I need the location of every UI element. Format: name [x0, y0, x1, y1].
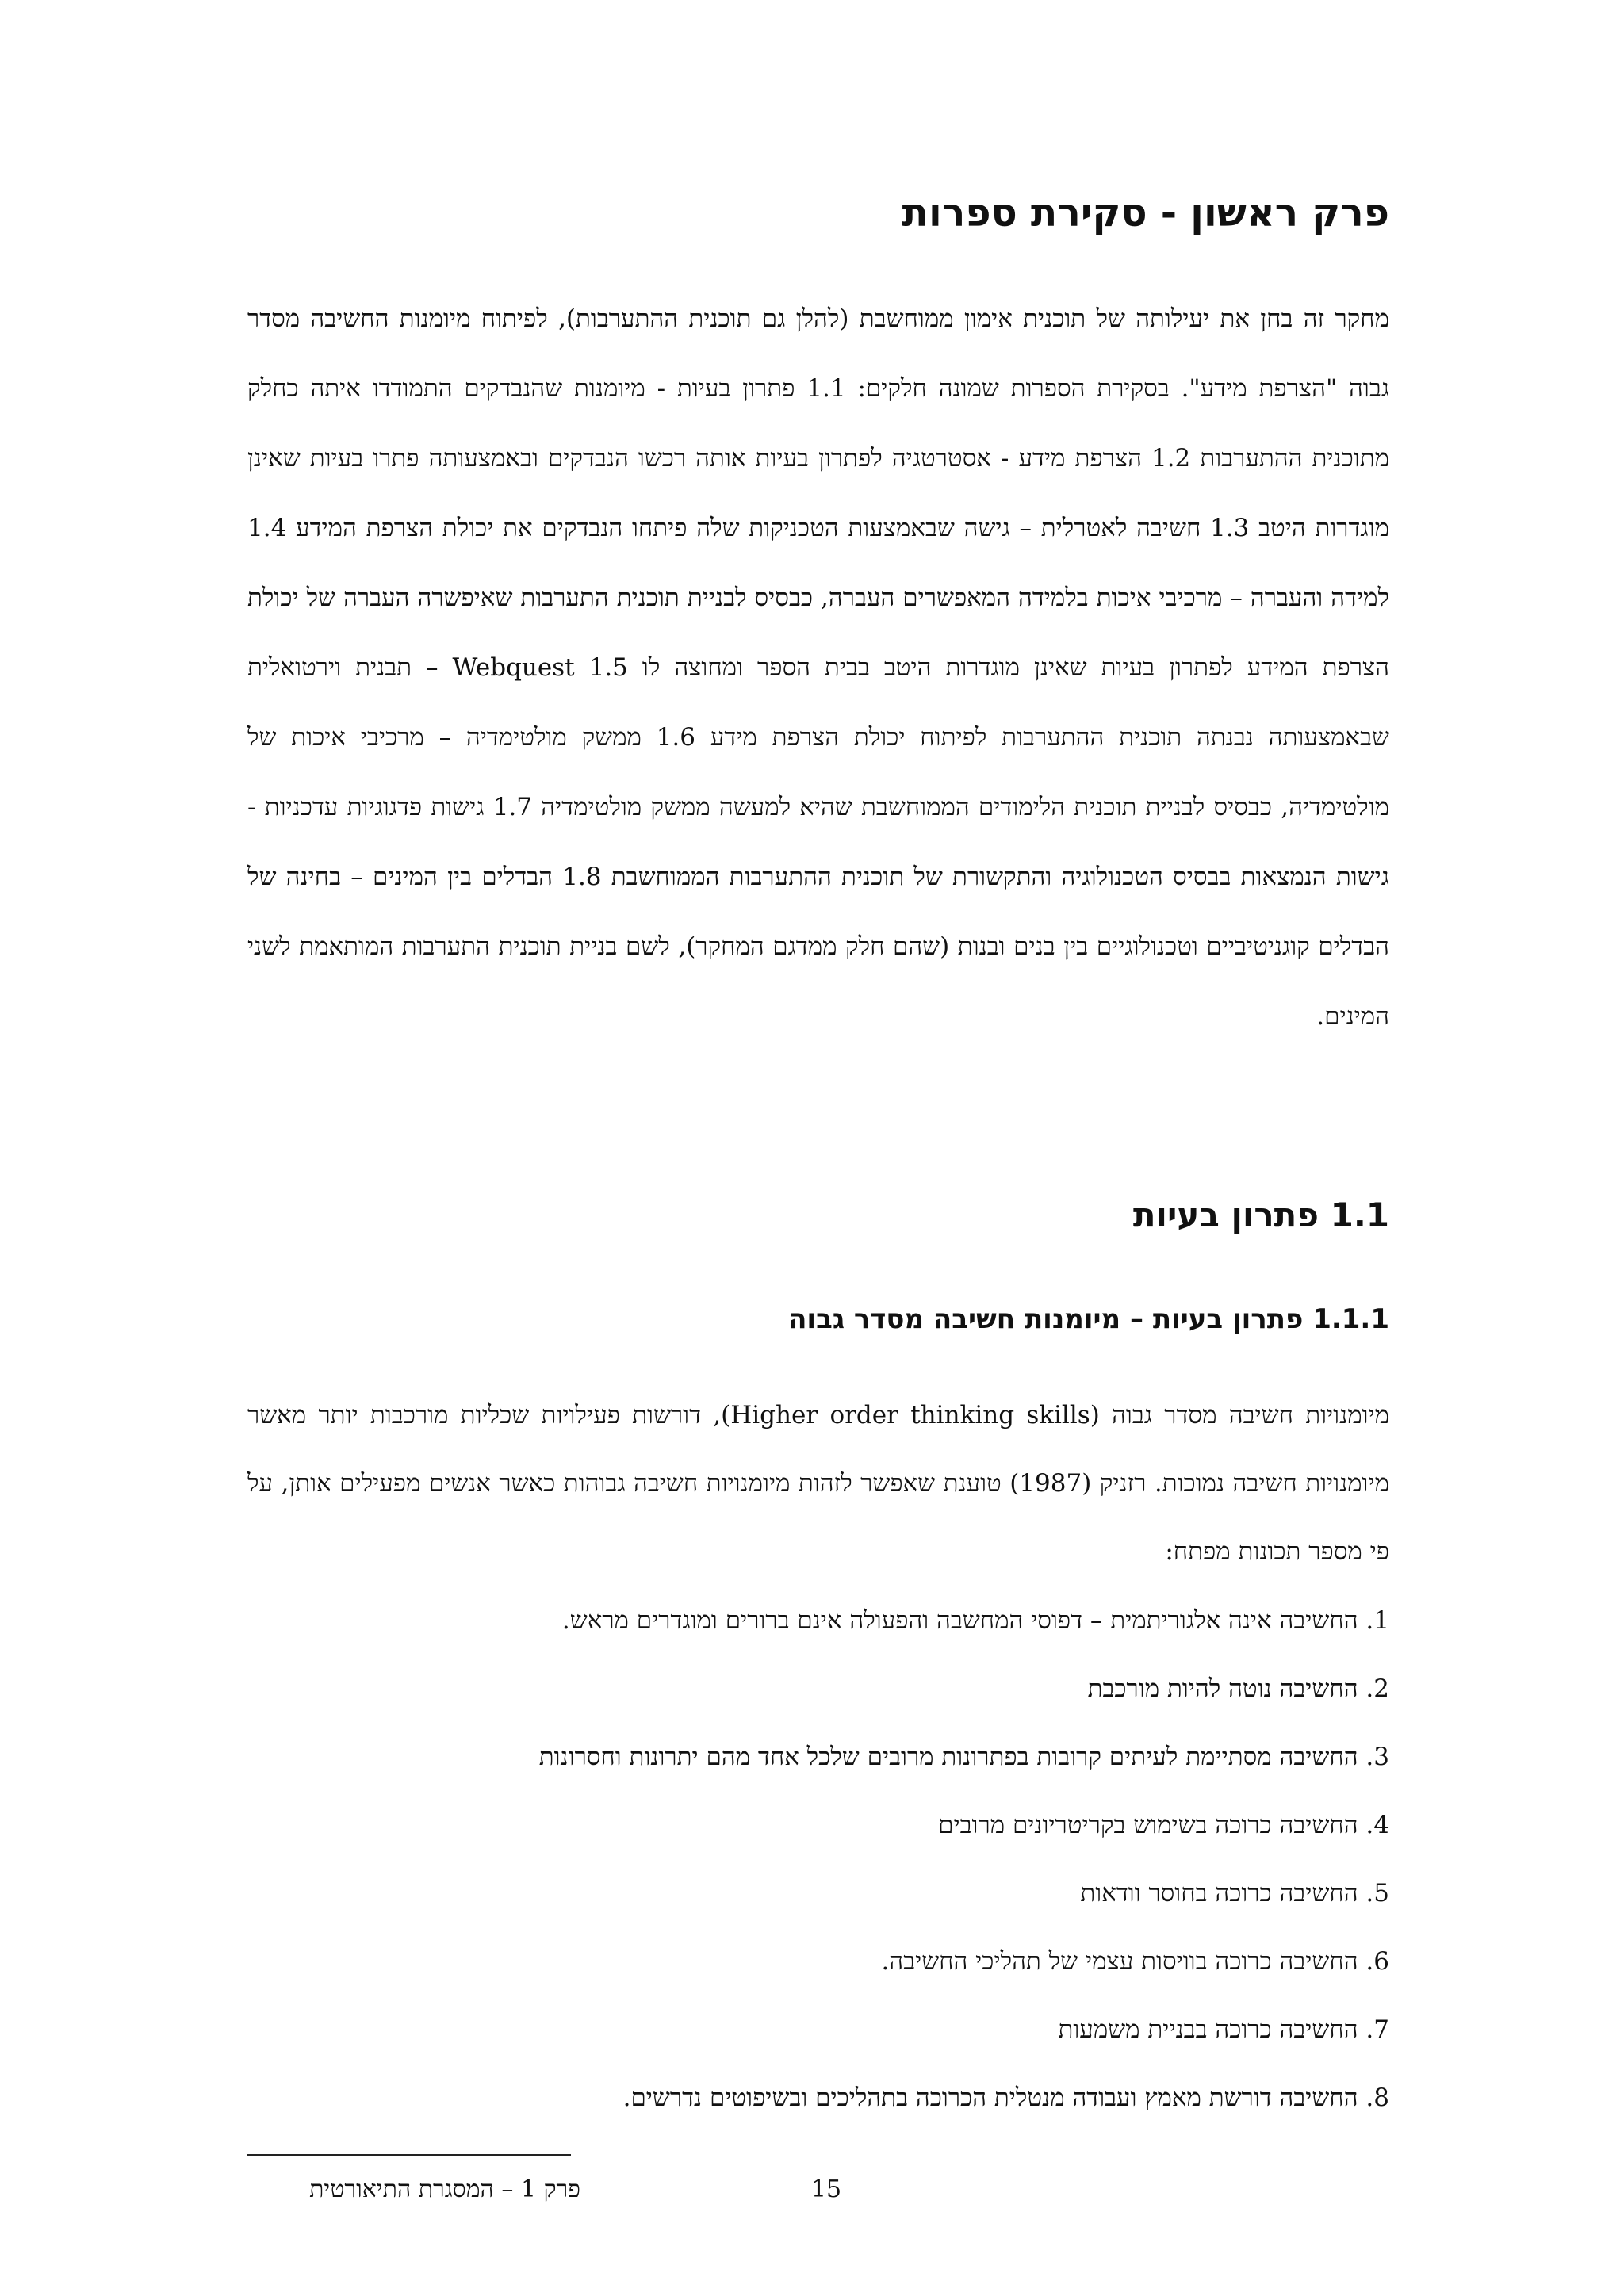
hots-paragraph: מיומנויות חשיבה מסדר גבוה (Higher order thinking skills), דורשות פעילויות שכליות מורכבות יותר מאשר מיומנויות חשיבה נמוכות. רזניק (1987) טוענת שאפשר לזהות מיומנויות חשיבה גבוהות כאשר אנשים מפעילים אותן, על פי מספר תכונות מפתח:: [247, 1401, 1390, 1566]
page-number: 15: [810, 2175, 842, 2203]
list-item: 3. החשיבה מסתיימת לעיתים קרובות בפתרונות מרובים שלכל אחד מהם יתרונות וחסרונות: [538, 1743, 1389, 1771]
footer-divider: [247, 2154, 571, 2156]
chapter-title: פרק ראשון - סקירת ספרות: [902, 190, 1389, 235]
key-features-list: [247, 1586, 1389, 2132]
list-item: 5. החשיבה כרוכה בחוסר וודאות: [1080, 1879, 1389, 1908]
section-title: 1.1 פתרון בעיות: [1132, 1196, 1389, 1234]
document-page: [247, 0, 1389, 2296]
subsection-title: 1.1.1 פתרון בעיות – מיומנות חשיבה מסדר גבוה: [788, 1303, 1389, 1335]
list-item: 1. החשיבה אינה אלגוריתמית – דפוסי המחשבה והפעולה אינם ברורים ומוגדרים מראש.: [561, 1606, 1389, 1635]
list-item: 4. החשיבה כרוכה בשימוש בקריטריונים מרובים: [938, 1811, 1389, 1839]
intro-paragraph: מחקר זה בחן את יעילותה של תוכנית אימון ממוחשבת (להלן גם תוכנית ההתערבות), לפיתוח מיומנות החשיבה מסדר גבוה "הצרפת מידע". בסקירת הספרות שמונה חלקים: 1.1 פתרון בעיות - מיומנות שהנבדקים התמודדו איתה כחלק מתוכנית ההתערבות 1.2 הצרפת מידע - אסטרטגיה לפתרון בעיות אותה רכשו הנבדקים ובאמצעותה פתרו בעיות שאינן מוגדרות היטב 1.3 חשיבה לאטרלית – גישה שבאמצעות הטכניקות שלה פיתחו הנבדקים את יכולת הצרפת המידע 1.4 למידה והעברה – מרכיבי איכות בלמידה המאפשרים העברה, כבסיס לבניית תוכנית התערבות שאיפשרה העברה של יכולת הצרפת המידע לפתרון בעיות שאינן מוגדרות היטב בבית הספר ומחוצה לו Webquest 1.5 – תבנית וירטואלית שבאמצעותה נבנתה תוכנית ההתערבות לפיתוח יכולת הצרפת מידע 1.6 ממשק מולטימדיה – מרכיבי איכות של מולטימדיה, כבסיס לבניית תוכנית הלימודים הממוחשבת שהיא למעשה ממשק מולטימדיה 1.7 גישות פדגוגיות עדכניות - גישות הנמצאות בבסיס הטכנולוגיה והתקשורת של תוכנית ההתערבות הממוחשבת 1.8 הבדלים בין המינים – בחינה של הבדלים קוגניטיביים וטכנולוגיים בין בנים ובנות (שהם חלק ממדגם המחקר), לשם בניית תוכנית התערבות המותאמת לשני המינים.: [247, 304, 1390, 1031]
footer-chapter-label: פרק 1 – המסגרת התיאורטית: [309, 2175, 580, 2203]
list-item: 8. החשיבה דורשת מאמץ ועבודה מנטלית הכרוכה בתהליכים ובשיפוטים נדרשים.: [622, 2084, 1389, 2112]
list-item: 7. החשיבה כרוכה בבניית משמעות: [1058, 2015, 1389, 2044]
list-item: 2. החשיבה נוטה להיות מורכבת: [1087, 1674, 1389, 1703]
list-item: 6. החשיבה כרוכה בוויסות עצמי של תהליכי החשיבה.: [881, 1947, 1389, 1976]
